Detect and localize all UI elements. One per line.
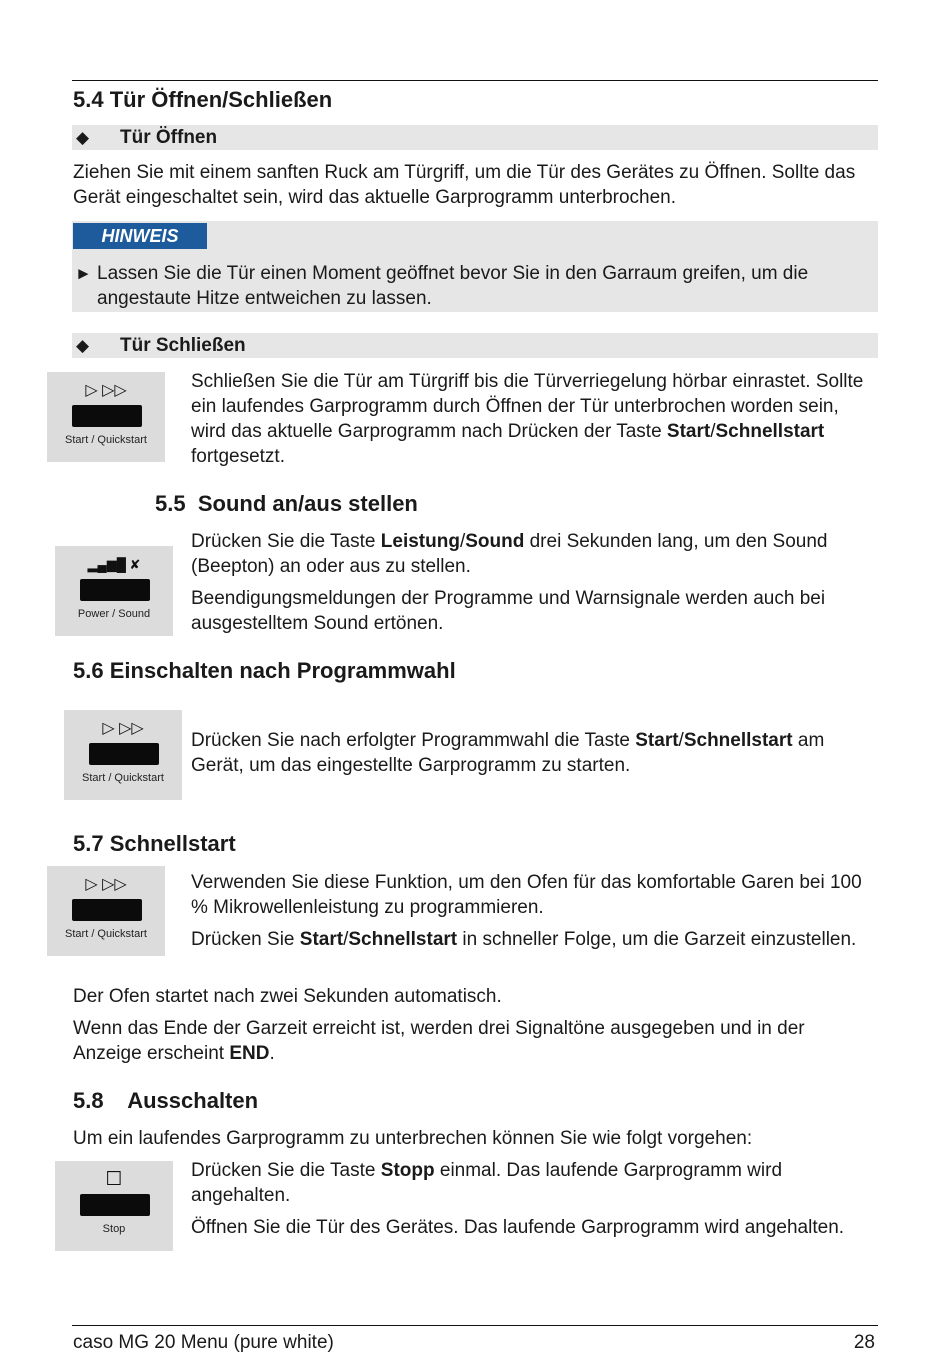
hinweis-label: HINWEIS (73, 223, 207, 249)
bold-schnellstart: Schnellstart (348, 929, 458, 950)
text: einmal. Das laufende Garprogramm wird angehalten. (191, 1160, 783, 1206)
subheading-label: Tür Öffnen (120, 127, 218, 148)
paragraph-tuer-oeffnen: Ziehen Sie mit einem sanften Ruck am Türgriff, um die Tür des Gerätes zu Öffnen. Sollte das Gerät eingeschaltet sein, wird das aktuelle Garprogramm unterbrochen. (73, 162, 856, 208)
page-number: 28 (853, 1332, 875, 1353)
slash: / (343, 929, 349, 950)
section-number: 5.7 (73, 831, 104, 856)
section-title: Einschalten nach Programmwahl (109, 658, 456, 683)
text: Wenn das Ende der Garzeit erreicht ist, werden drei Signaltöne ausgegeben und in der Anzeige erscheint (73, 1018, 805, 1064)
section-number: 5.6 (73, 658, 104, 683)
section-5-5-heading (155, 490, 418, 518)
start-quickstart-key-image (47, 866, 165, 956)
section-number: 5.5 (155, 491, 186, 516)
stop-square-icon: ☐ (105, 1169, 123, 1190)
key-button-graphic (89, 743, 159, 765)
text: in schneller Folge, um die Garzeit einzustellen. (462, 929, 857, 950)
text: Drücken Sie (191, 929, 295, 950)
paragraph-ausschalten-2: Öffnen Sie die Tür des Gerätes. Das laufende Garprogramm wird angehalten. (191, 1217, 845, 1238)
bold-leistung: Leistung (380, 531, 460, 552)
slash: / (459, 531, 466, 552)
key-label: Power / Sound (77, 608, 151, 620)
key-label: Stop (102, 1223, 126, 1235)
hinweis-text: Lassen Sie die Tür einen Moment geöffnet bevor Sie in den Garraum greifen, um die angestaute Hitze entweichen zu lassen. (97, 263, 809, 309)
section-5-6-heading (73, 657, 456, 685)
bold-start: Start (666, 421, 711, 442)
start-quickstart-key-image (47, 372, 165, 462)
bold-sound: Sound (465, 531, 525, 552)
stop-key-image (55, 1161, 173, 1251)
key-button-graphic (72, 899, 142, 921)
paragraph-schnellstart-4 (73, 1016, 875, 1066)
signal-mute-icon: ▂▄▆█ ✘ (87, 557, 141, 572)
bold-stopp: Stopp (380, 1160, 435, 1181)
slash: / (678, 730, 684, 751)
diamond-bullet-icon: ◆ (76, 128, 90, 147)
key-button-graphic (80, 579, 150, 601)
text: fortgesetzt. (191, 446, 285, 467)
paragraph-tuer-schliessen (191, 369, 875, 469)
text: Drücken Sie die Taste (191, 1160, 376, 1181)
section-title: Tür Öffnen/Schließen (109, 87, 333, 112)
key-label: Start / Quickstart (65, 928, 147, 940)
bold-schnellstart: Schnellstart (715, 421, 825, 442)
key-label: Start / Quickstart (65, 434, 147, 446)
paragraph-ausschalten-1 (191, 1158, 875, 1208)
text: drei Sekunden lang, um den Sound (Beepton) an oder aus zu stellen. (191, 531, 828, 577)
paragraph-ausschalten-intro: Um ein laufendes Garprogramm zu unterbrechen können Sie wie folgt vorgehen: (73, 1128, 753, 1149)
footer-model: caso MG 20 Menu (pure white) (73, 1332, 334, 1353)
play-icon: ▷ ▷▷ (85, 876, 127, 893)
top-rule (72, 80, 878, 81)
paragraph-sound-1 (191, 529, 875, 579)
slash: / (710, 421, 716, 442)
text: am Gerät, um das eingestellte Garprogramm zu starten. (191, 730, 825, 776)
bold-end: END (229, 1043, 270, 1064)
hinweis-note-box (72, 221, 878, 312)
section-title: Ausschalten (127, 1088, 259, 1113)
bold-start: Start (299, 929, 344, 950)
section-title: Schnellstart (109, 831, 236, 856)
subheading-label: Tür Schließen (120, 335, 246, 356)
power-sound-key-image (55, 546, 173, 636)
footer-rule (72, 1325, 878, 1326)
paragraph-schnellstart-1: Verwenden Sie diese Funktion, um den Ofen für das komfortable Garen bei 100 % Mikrowellenleistung zu programmieren. (191, 872, 862, 918)
text: Schließen Sie die Tür am Türgriff bis die Türverriegelung hörbar einrastet. Sollte ein laufendes Garprogramm durch Öffnen der Tür unterbrochen worden sein, wird das aktuelle Garprogramm nach Drücken der Taste (191, 371, 864, 442)
section-5-7-heading (73, 830, 236, 858)
bold-start: Start (635, 730, 679, 751)
section-5-8-heading (73, 1087, 258, 1115)
start-quickstart-key-image (64, 710, 182, 800)
paragraph-sound-2: Beendigungsmeldungen der Programme und Warnsignale werden auch bei ausgestelltem Sound ertönen. (191, 588, 826, 634)
paragraph-einschalten (191, 728, 875, 778)
key-button-graphic (80, 1194, 150, 1216)
bold-schnellstart: Schnellstart (683, 730, 793, 751)
section-number: 5.8 (73, 1088, 104, 1113)
play-icon: ▷ ▷▷ (102, 720, 144, 737)
text: . (269, 1043, 275, 1064)
paragraph-schnellstart-3: Der Ofen startet nach zwei Sekunden automatisch. (73, 986, 502, 1007)
text: Drücken Sie die Taste (191, 531, 376, 552)
section-5-4-heading (73, 86, 332, 114)
play-icon: ▷ ▷▷ (85, 382, 127, 399)
key-button-graphic (72, 405, 142, 427)
arrow-bullet-icon: ► (75, 264, 92, 283)
section-title: Sound an/aus stellen (197, 491, 418, 516)
text: Drücken Sie nach erfolgter Programmwahl die Taste (191, 730, 630, 751)
paragraph-schnellstart-2 (191, 927, 875, 952)
key-label: Start / Quickstart (82, 772, 164, 784)
subheading-bar-tuer-schliessen (72, 333, 878, 358)
diamond-bullet-icon: ◆ (76, 336, 90, 355)
subheading-bar-tuer-oeffnen (72, 125, 878, 150)
section-number: 5.4 (73, 87, 104, 112)
